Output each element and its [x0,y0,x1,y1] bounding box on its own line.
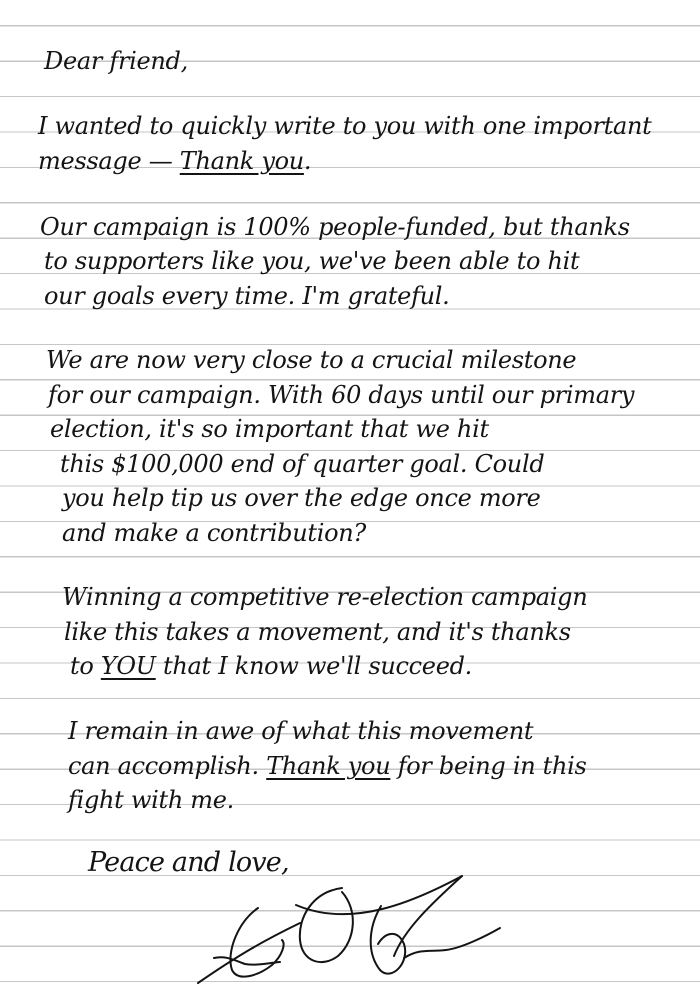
paragraph-5-line-3: fight with me. [68,786,234,814]
text-span: message — [38,147,180,175]
paragraph-3-line-2: for our campaign. With 60 days until our primary [48,381,635,409]
paragraph-3-line-1: We are now very close to a crucial milestone [46,346,577,374]
paragraph-2-line-3: our goals every time. I'm grateful. [44,282,450,310]
paragraph-4-line-2: like this takes a movement, and it's thanks [64,618,571,646]
text-span: to [70,652,101,680]
paragraph-2-line-1: Our campaign is 100% people-funded, but thanks [40,213,630,241]
text-span: can accomplish. [68,752,267,780]
thank-you-underlined: Thank you [179,147,304,175]
thank-you-underlined: Thank you [266,752,391,780]
text-span: that I know we'll succeed. [155,652,473,680]
paragraph-2-line-2: to supporters like you, we've been able to hit [44,247,580,275]
paragraph-3-line-3: election, it's so important that we hit [50,415,489,443]
signature-strokes [198,876,500,983]
closing: Peace and love, [88,847,289,878]
text-span: . [303,147,312,175]
paragraph-1-line-1: I wanted to quickly write to you with one important [38,112,652,140]
salutation: Dear friend, [44,47,188,75]
paragraph-4-line-1: Winning a competitive re-election campaign [62,583,588,611]
paragraph-3-line-4: this $100,000 end of quarter goal. Could [60,450,545,478]
paragraph-3-line-5: you help tip us over the edge once more [62,484,541,512]
paragraph-3-line-6: and make a contribution? [62,519,366,547]
text-span: for being in this [390,752,587,780]
paragraph-5-line-1: I remain in awe of what this movement [68,717,534,745]
you-underlined: YOU [100,652,156,680]
